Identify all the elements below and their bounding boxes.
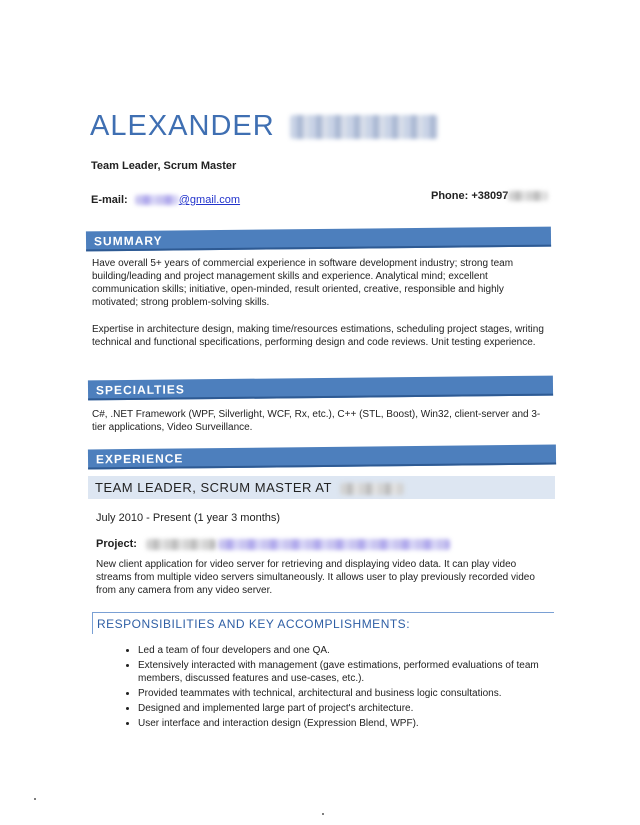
project-label: Project: xyxy=(96,538,137,550)
email-line xyxy=(91,194,240,206)
email-label: E-mail: xyxy=(91,194,128,206)
responsibilities-heading: RESPONSIBILITIES AND KEY ACCOMPLISHMENTS: xyxy=(92,612,554,634)
job-position: TEAM LEADER, SCRUM MASTER AT xyxy=(95,480,332,495)
redacted-last-name xyxy=(290,115,438,139)
summary-paragraph-1: Have overall 5+ years of commercial experience in software development industry; strong team building/leading and project management skills and experience. Analytical mind; excellent communication skills; initiative, open-minded, result oriented, creative, responsible and highly motivated; strong problem-solving skills. xyxy=(92,258,514,308)
scan-speck xyxy=(322,813,324,815)
list-item: • User interface and interaction design (Expression Blend, WPF). xyxy=(138,717,558,730)
list-item: • Designed and implemented large part of project's architecture. xyxy=(138,702,558,715)
summary-heading: SUMMARY xyxy=(86,227,551,252)
phone-line xyxy=(431,190,548,202)
specialties-text: C#, .NET Framework (WPF, Silverlight, WCF, Rx, etc.), C++ (STL, Boost), Win32, client-server and 3-tier applications, Video Surveillance. xyxy=(92,409,541,433)
redacted-company xyxy=(340,483,404,495)
job-title-band xyxy=(88,476,555,499)
email-link[interactable]: @gmail.com xyxy=(178,194,241,206)
scan-speck xyxy=(34,798,36,800)
job-title: Team Leader, Scrum Master xyxy=(91,160,237,172)
project-description: New client application for video server for retrieving and displaying video data. It can play video streams from multiple video servers simultaneously. It allows user to play previously recorded video from any camera from any video server. xyxy=(96,559,535,596)
redacted-phone xyxy=(508,191,548,201)
phone-label: Phone: xyxy=(431,190,469,202)
first-name: ALEXANDER xyxy=(90,110,275,142)
responsibilities-list xyxy=(118,644,558,732)
experience-heading: EXPERIENCE xyxy=(88,445,556,470)
phone-prefix: +38097 xyxy=(471,190,509,202)
project-line xyxy=(96,538,450,550)
redacted-project-link xyxy=(218,539,450,550)
job-dates: July 2010 - Present (1 year 3 months) xyxy=(96,512,281,524)
list-item: • Extensively interacted with management (gave estimations, performed evaluations of team members, discussed features and use-cases, etc.). xyxy=(138,659,558,685)
redacted-project-name xyxy=(146,539,216,550)
specialties-heading: SPECIALTIES xyxy=(88,376,553,401)
candidate-name xyxy=(90,110,438,143)
list-item: • Led a team of four developers and one QA. xyxy=(138,644,558,657)
redacted-email-user xyxy=(135,195,179,205)
summary-paragraph-2: Expertise in architecture design, making time/resources estimations, scheduling project stages, writing technical and functional specifications, performing design and code reviews. Unit testing experience. xyxy=(92,324,544,348)
list-item: • Provided teammates with technical, architectural and business logic consultations. xyxy=(138,687,558,700)
